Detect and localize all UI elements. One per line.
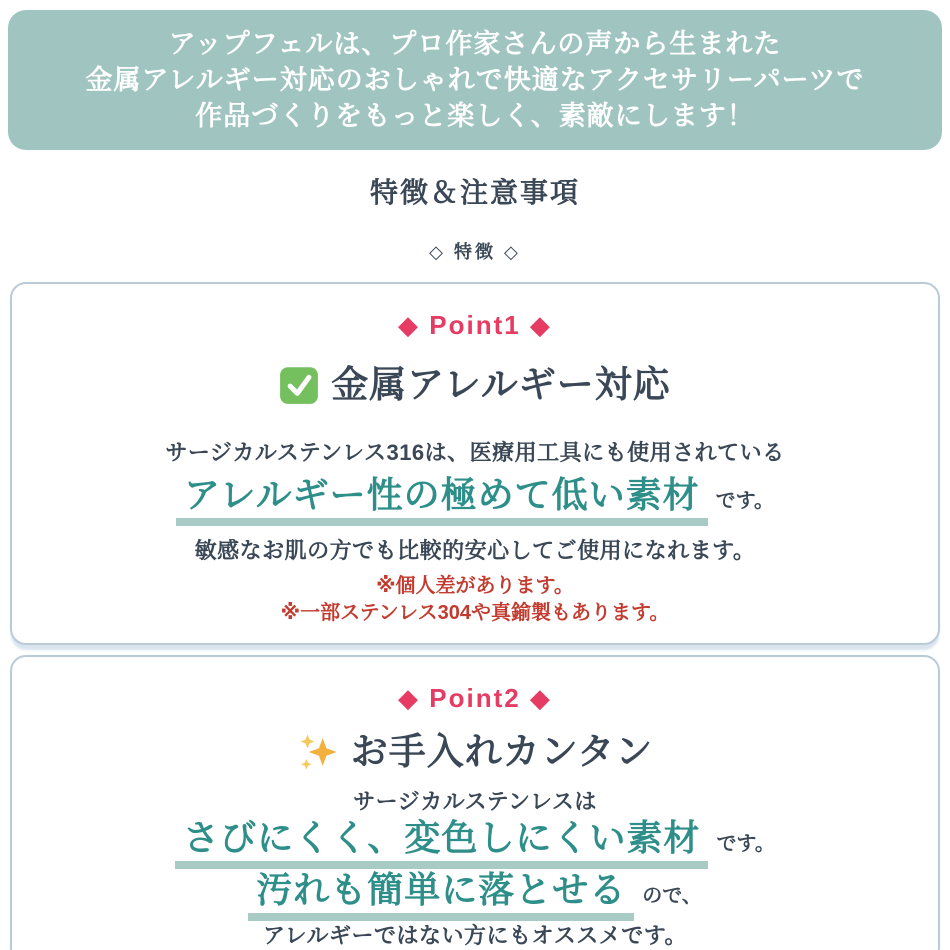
point2-em-row-2 [32,868,918,918]
point1-label: ◆ Point1 ◆ [398,310,552,340]
point1-intro: サージカルステンレス316は、医療用工具にも使用されている [165,440,785,465]
banner-line-3: 作品づくりをもっと楽しく、素敵にします！ [195,101,755,131]
point1-em-text: アレルギー性の極めて低い素材 [176,473,708,526]
point1-note-1: ※個人差があります。 [376,575,574,597]
point2-card [10,655,940,950]
point2-label: ◆ Point2 ◆ [398,683,552,713]
check-icon [279,365,319,405]
point2-em-suffix-1: です。 [716,833,775,855]
section-subtitle: ◇ 特徴 ◇ [429,242,521,262]
point1-note-2: ※一部ステンレス304や真鍮製もあります。 [280,602,670,624]
point1-em-suffix: です。 [715,490,775,512]
point2-heading-row [32,728,918,776]
banner-line-1: アップフェルは、プロ作家さんの声から生まれた [168,29,782,59]
point1-notes [32,573,918,627]
point2-intro: サージカルステンレスは [353,789,597,814]
point1-body: 敏感なお肌の方でも比較的安心してご使用になれます。 [194,538,756,563]
point2-em-suffix-2: ので、 [642,885,702,907]
point1-heading: 金属アレルギー対応 [331,364,671,405]
banner-line-2: 金属アレルギー対応のおしゃれで快適なアクセサリーパーツで [85,65,865,95]
point2-body: アレルギーではない方にもオススメです。 [262,923,688,948]
point2-em-text-1: さびにくく、変色しにくい素材 [175,816,708,869]
point1-em-row [32,473,918,525]
sparkles-icon [297,731,339,773]
point2-em-text-2: 汚れも簡単に落とせる [248,868,634,921]
section-title: 特徴＆注意事項 [369,177,580,208]
point1-heading-row [32,361,918,409]
header-banner [8,10,942,150]
point2-heading: お手入れカンタン [350,731,654,772]
point2-em-row-1 [32,816,918,866]
point1-card [10,282,940,645]
